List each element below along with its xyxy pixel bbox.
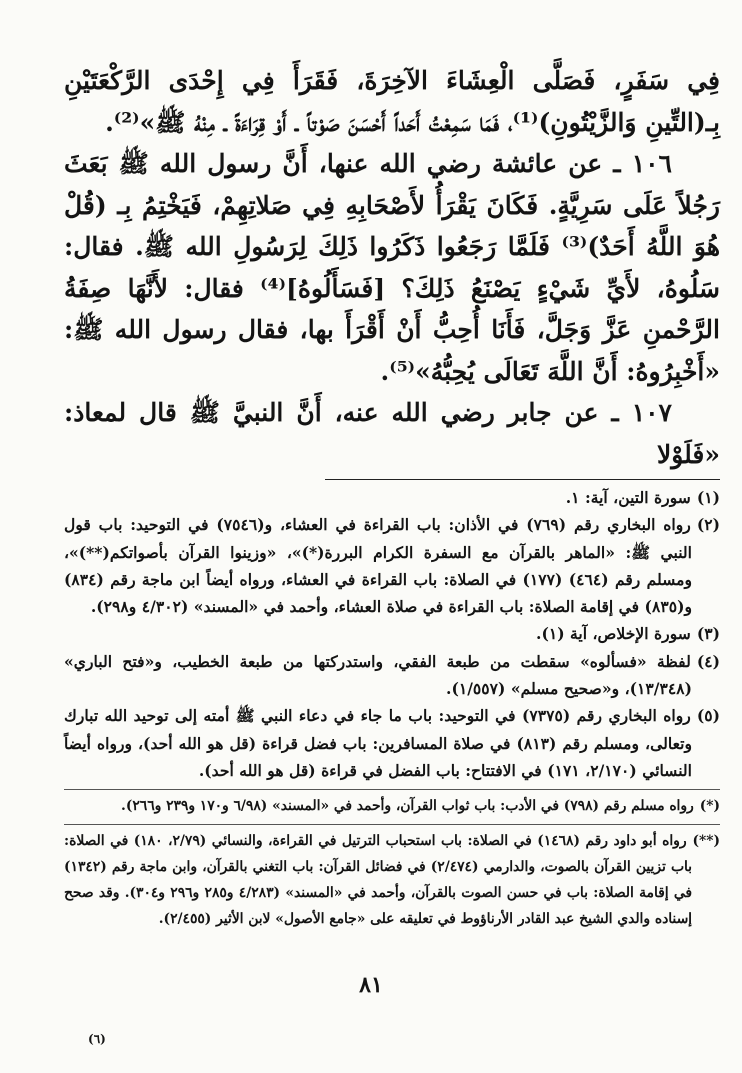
main-paragraph: فِي سَفَرٍ، فَصَلَّى الْعِشَاءَ الآخِرَةَ، فَقَرَأَ فِي إِحْدَى الرَّكْعَتَيْنِ بِـ(التِّينِ وَالزَّيْتُونِ)⁽¹⁾، فَمَا سَمِعْتُ أَحَداً أَحْسَنَ صَوْتاً ـ أَوْ قِرَاءَةً ـ مِنْهُ ﷺ»⁽²⁾. xyxy=(64,66,720,137)
subnote-number: (*) xyxy=(699,798,720,815)
subnote-text: رواه مسلم رقم (٧٩٨) في الأدب: باب ثواب القرآن، وأحمد في «المسند» (٦/٩٨ و١٧٠ و٢٣٩ و٢٦٦). xyxy=(121,798,694,815)
signature-mark: (٦) xyxy=(88,1032,106,1046)
footnote-number: (٤) xyxy=(696,651,720,671)
footnote-separator xyxy=(325,479,720,480)
subnote xyxy=(64,793,720,819)
subnote-text: رواه أبو داود رقم (١٤٦٨) في الصلاة: باب استحباب الترتيل في القراءة، والنسائي (٢/٧٩، ١٨٠) في الصلاة: باب تزيين القرآن بالصوت، والدارمي (٢/٤٧٤) في فضائل القرآن: باب التغني بالقرآن، وابن ماجة رقم (١٣٤٢) في إقامة الصلاة: باب في حسن الصوت بالقرآن، وأحمد في «المسند» (٤/٢٨٣ و٢٨٥ و٢٩٦ و٣٠٤). وقد صحح إسناده والدي الشيخ عبد القادر الأرناؤوط في تعليقه على «جامع الأصول» لابن الأثير (٢/٤٥٥). xyxy=(64,833,693,928)
footnote xyxy=(64,484,720,511)
footnote-text: سورة التين، آية: ١. xyxy=(565,488,691,507)
footnote-text: رواه البخاري رقم (٧٣٧٥) في التوحيد: باب ما جاء في دعاء النبي ﷺ أمته إلى توحيد الله تبارك وتعالى، ومسلم رقم (٨١٣) في صلاة المسافرين: باب فضل قراءة (قل هو الله أحد)، ورواه أيضاً النسائي (٢/١٧٠، ١٧١) في الافتتاح: باب الفضل في قراءة (قل هو الله أحد). xyxy=(64,706,692,780)
footnote xyxy=(64,511,720,620)
footnote-text: لفظة «فسألوه» سقطت من طبعة الفقي، واستدركتها من طبعة الخطيب، و«فتح الباري» (١٣/٣٤٨)، و«صحيح مسلم» (١/٥٥٧). xyxy=(64,651,692,699)
page-number: ٨١ xyxy=(359,972,383,998)
subnote-separator xyxy=(64,789,720,790)
page-body xyxy=(64,60,720,932)
footnote-number: (١) xyxy=(696,488,720,507)
main-text xyxy=(64,60,720,475)
footnotes xyxy=(64,484,720,932)
main-paragraph: ١٠٧ ـ عن جابر رضي الله عنه، أَنَّ النبيَّ ﷺ قال لمعاذ: «فَلَوْلا xyxy=(64,398,720,469)
footnote-number: (٣) xyxy=(696,624,720,644)
footnote-text: سورة الإخلاص، آية (١). xyxy=(536,624,691,644)
footnote-text: رواه البخاري رقم (٧٦٩) في الأذان: باب القراءة في العشاء، و(٧٥٤٦) في التوحيد: باب قول النبي ﷺ: «الماهر بالقرآن مع السفرة الكرام البررة(*)»، «وزينوا القرآن بأصواتكم(**)»، ومسلم رقم (٤٦٤) (١٧٧) في الصلاة: باب القراءة في العشاء، ورواه أيضاً ابن ماجة رقم (٨٣٤) و(٨٣٥) في إقامة الصلاة: باب القراءة في صلاة العشاء، وأحمد في «المسند» (٤/٣٠٢ و٢٩٨). xyxy=(64,515,693,617)
subnote-number: (**) xyxy=(692,833,720,850)
subnote xyxy=(64,828,720,932)
main-paragraph: ١٠٦ ـ عن عائشة رضي الله عنها، أَنَّ رسول الله ﷺ بَعَثَ رَجُلاً عَلَى سَرِيَّةٍ. فَكَانَ يَقْرَأُ لأَصْحَابِهِ فِي صَلاتِهِمْ، فَيَخْتِمُ بِـ (قُلْ هُوَ اللَّهُ أَحَدٌ)⁽³⁾ فَلَمَّا رَجَعُوا ذَكَرُوا ذَلِكَ لِرَسُولِ الله ﷺ. فقال: سَلُوهُ، لأَيِّ شَيْءٍ يَصْنَعُ ذَلِكَ؟ [فَسَأَلُوهُ]⁽⁴⁾ فقال: لأَنَّهَا صِفَةُ الرَّحْمنِ عَزَّ وَجَلَّ، فَأَنَا أُحِبُّ أَنْ أَقْرَأَ بها، فقال رسول الله ﷺ: «أَخْبِرُوهُ: أَنَّ اللَّهَ تَعَالَى يُحِبُّهُ»⁽⁵⁾. xyxy=(64,149,720,386)
footnote-number: (٢) xyxy=(696,515,720,535)
footnote xyxy=(64,648,720,703)
footnote xyxy=(64,620,720,647)
footnote-number: (٥) xyxy=(696,706,720,726)
subnote-separator xyxy=(64,824,720,825)
footnote xyxy=(64,702,720,784)
